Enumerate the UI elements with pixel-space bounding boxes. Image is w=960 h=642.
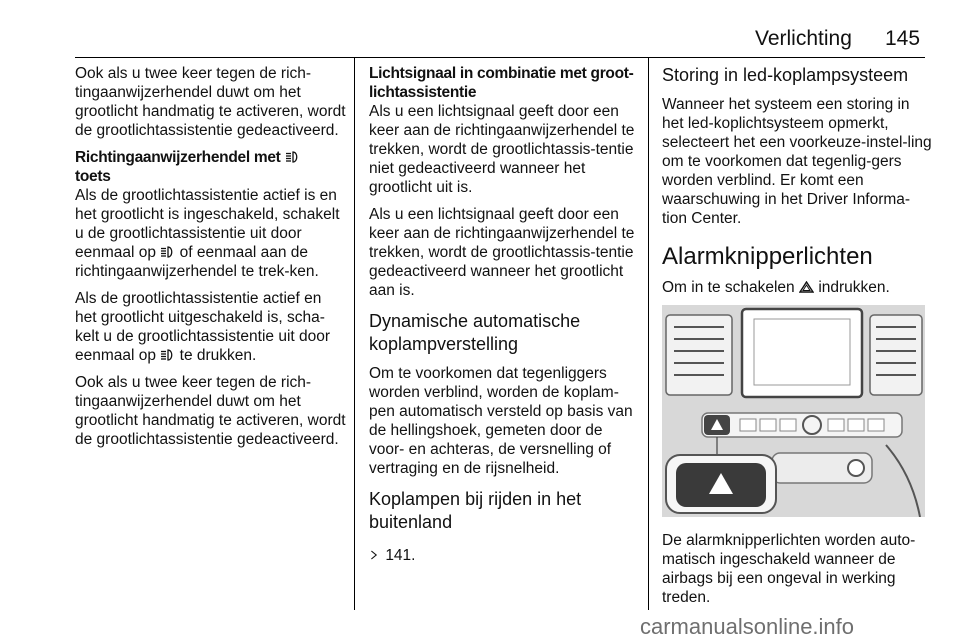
column-divider-2: [648, 58, 649, 610]
hazard-switch-illustration: [662, 305, 925, 517]
paragraph: Wanneer het systeem een storing in het led-koplichtsysteem opmerkt, selecteert het een voorkeuze-instel-ling om te voorkomen dat tegenlig-gers worden verblind. Er komt een waarschuwing in het Driver Informa-tion Center.: [662, 96, 932, 227]
paragraph: Als u een lichtsignaal geeft door een keer aan de richtingaanwijzerhendel te trekken, wordt de grootlichtassis-tentie niet gedeactiveerd wanneer het grootlicht uit is.: [369, 103, 635, 196]
reference-page: 141.: [385, 547, 416, 564]
chapter-heading: Alarmknipperlichten: [662, 243, 873, 270]
section-heading: Koplampen bij rijden in het buitenland: [369, 489, 582, 532]
page-number: 145: [885, 27, 921, 50]
hazard-triangle-icon: [799, 281, 814, 293]
paragraph-text: of eenmaal aan de richtingaanwijzerhendel te trek-ken.: [75, 244, 319, 280]
paragraph: De alarmknipperlichten worden auto-matisch ingeschakeld wanneer de airbags bij een ongeval in werking treden.: [662, 532, 916, 606]
high-beam-icon: [285, 151, 300, 163]
column-2: [369, 64, 637, 573]
subheading: [75, 148, 347, 186]
cross-reference[interactable]: [369, 546, 637, 565]
paragraph-text: indrukken.: [818, 279, 890, 296]
page-reference-icon: [369, 549, 381, 561]
column-3: [662, 64, 932, 615]
header-rule: [75, 57, 925, 58]
paragraph-text: Om in te schakelen: [662, 279, 795, 296]
paragraph-text: te drukken.: [179, 347, 257, 364]
paragraph: Ook als u twee keer tegen de rich-tingaanwijzerhendel duwt om het grootlicht handmatig te activeren, wordt de grootlichtassistentie gedeactiveerd.: [75, 65, 346, 139]
paragraph: [662, 278, 932, 297]
paragraph: Als u een lichtsignaal geeft door een keer aan de richtingaanwijzerhendel te trekken, wordt de grootlichtassis-tentie gedeactiveerd wanneer het grootlicht aan is.: [369, 206, 635, 299]
high-beam-icon: [160, 349, 175, 361]
paragraph-text: Als de grootlichtassistentie actief is en het grootlicht is ingeschakeld, schakelt u de grootlichtassistentie uit door eenmaal op: [75, 187, 340, 261]
section-heading: Storing in led-koplampsysteem: [662, 65, 909, 85]
high-beam-icon: [160, 246, 175, 258]
watermark-text: carmanualsonline.info: [640, 614, 855, 639]
paragraph-text: Als de grootlichtassistentie actief en het grootlicht uitgeschakeld is, scha-kelt u de grootlichtassistentie uit door eenmaal op: [75, 290, 331, 364]
paragraph: [75, 289, 347, 365]
section-heading: Dynamische automatische koplampverstelling: [369, 311, 581, 354]
subheading-text: toets: [75, 168, 111, 185]
paragraph: Om te voorkomen dat tegenliggers worden verblind, worden de koplam-pen automatisch versteld op basis van de hellingshoek, gemeten door de voor- en achteras, de versnelling of vertraging en de rijsnelheid.: [369, 365, 633, 477]
subheading: Lichtsignaal in combinatie met groot-lichtassistentie: [369, 65, 634, 101]
page-header-title: Verlichting: [755, 27, 852, 50]
column-1: [75, 64, 347, 457]
column-divider-1: [354, 58, 355, 610]
paragraph: Ook als u twee keer tegen de rich-tingaanwijzerhendel duwt om het grootlicht handmatig te activeren, wordt de grootlichtassistentie gedeactiveerd.: [75, 374, 346, 448]
paragraph: [75, 186, 347, 281]
subheading-text: Richtingaanwijzerhendel met: [75, 149, 281, 166]
